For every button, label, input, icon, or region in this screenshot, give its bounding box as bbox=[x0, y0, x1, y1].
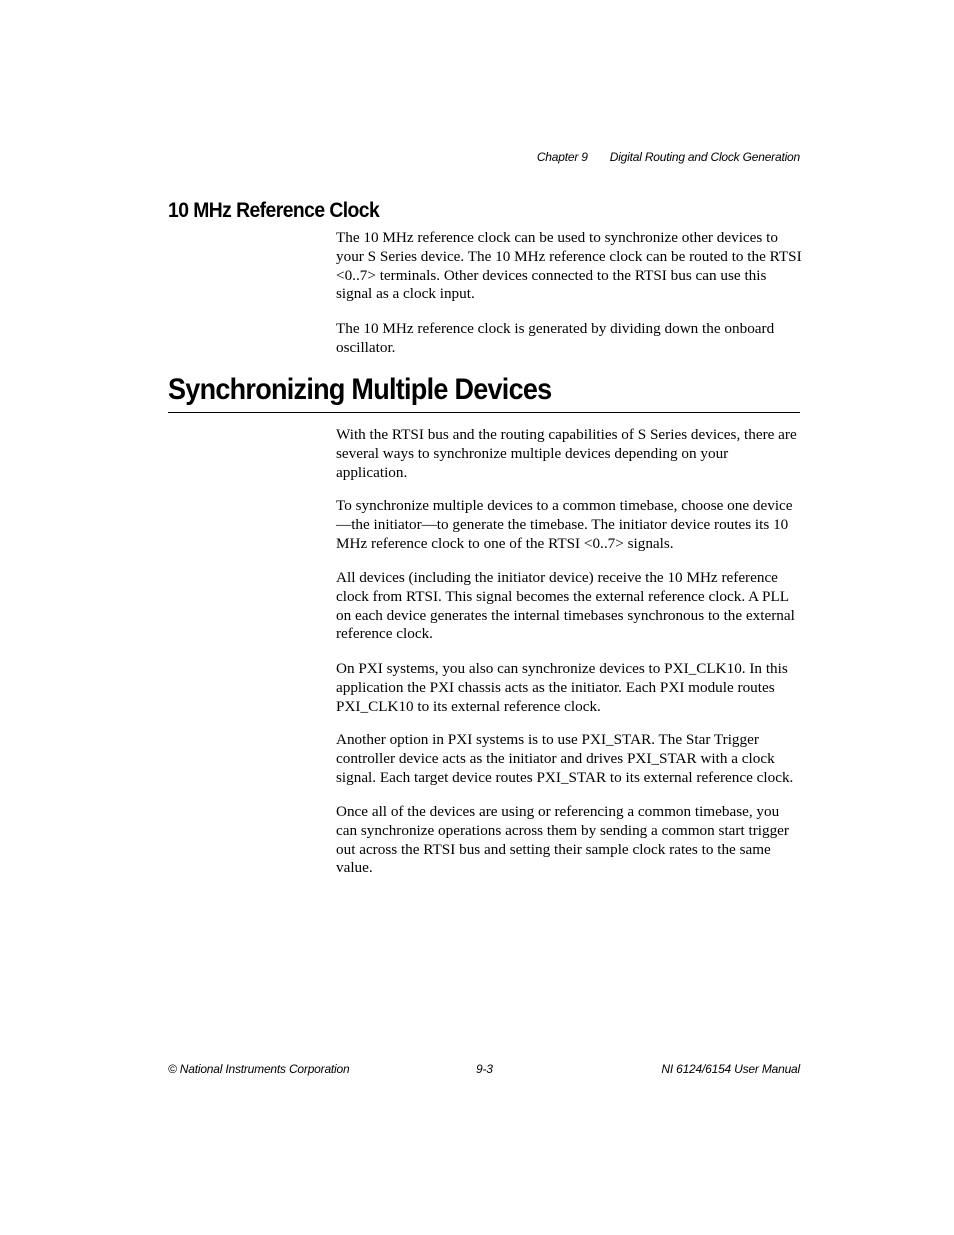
body-paragraph: The 10 MHz reference clock can be used to synchronize other devices to your S Series device. The 10 MHz reference clock can be routed to the RTSI <0..7> terminals. Other devices connected to the RTSI bus can use this signal as a clock input. bbox=[336, 229, 802, 303]
chapter-title: Digital Routing and Clock Generation bbox=[609, 150, 800, 164]
body-paragraph: To synchronize multiple devices to a common timebase, choose one device—the initiator—to generate the timebase. The initiator device routes its 10 MHz reference clock to one of the RTSI <0..7> signals. bbox=[336, 497, 793, 552]
sync-paragraph-4 bbox=[336, 660, 802, 716]
reference-clock-heading: 10 MHz Reference Clock bbox=[168, 199, 380, 222]
sync-paragraph-3 bbox=[336, 569, 802, 644]
sync-paragraph-1 bbox=[336, 426, 802, 482]
sync-paragraph-2 bbox=[336, 497, 802, 553]
body-paragraph: All devices (including the initiator device) receive the 10 MHz reference clock from RTSI. This signal becomes the external reference clock. A PLL on each device generates the internal timebases synchronous to the external reference clock. bbox=[336, 569, 795, 643]
footer-copyright: © National Instruments Corporation bbox=[168, 1062, 350, 1076]
footer-manual-title: NI 6124/6154 User Manual bbox=[661, 1062, 800, 1076]
reference-clock-body-2 bbox=[336, 320, 802, 358]
body-paragraph: Another option in PXI systems is to use PXI_STAR. The Star Trigger controller device acts as the initiator and drives PXI_STAR with a clock signal. Each target device routes PXI_STAR to its external reference clock. bbox=[336, 731, 794, 786]
sync-paragraph-5 bbox=[336, 731, 802, 787]
body-paragraph: With the RTSI bus and the routing capabilities of S Series devices, there are several ways to synchronize multiple devices depending on your application. bbox=[336, 426, 797, 481]
body-paragraph: The 10 MHz reference clock is generated by dividing down the onboard oscillator. bbox=[336, 320, 775, 356]
body-paragraph: On PXI systems, you also can synchronize devices to PXI_CLK10. In this application the PXI chassis acts as the initiator. Each PXI module routes PXI_CLK10 to its external reference clock. bbox=[336, 660, 788, 715]
sync-paragraph-6 bbox=[336, 803, 802, 878]
body-paragraph: Once all of the devices are using or referencing a common timebase, you can synchronize operations across them by sending a common start trigger out across the RTSI bus and setting their sample clock rates to the same value. bbox=[336, 803, 789, 877]
heading-rule bbox=[168, 412, 800, 413]
running-header bbox=[537, 150, 800, 164]
footer-page-number: 9-3 bbox=[476, 1062, 493, 1076]
sync-devices-heading: Synchronizing Multiple Devices bbox=[168, 373, 552, 406]
chapter-number: Chapter 9 bbox=[536, 150, 588, 164]
reference-clock-body bbox=[336, 229, 802, 304]
